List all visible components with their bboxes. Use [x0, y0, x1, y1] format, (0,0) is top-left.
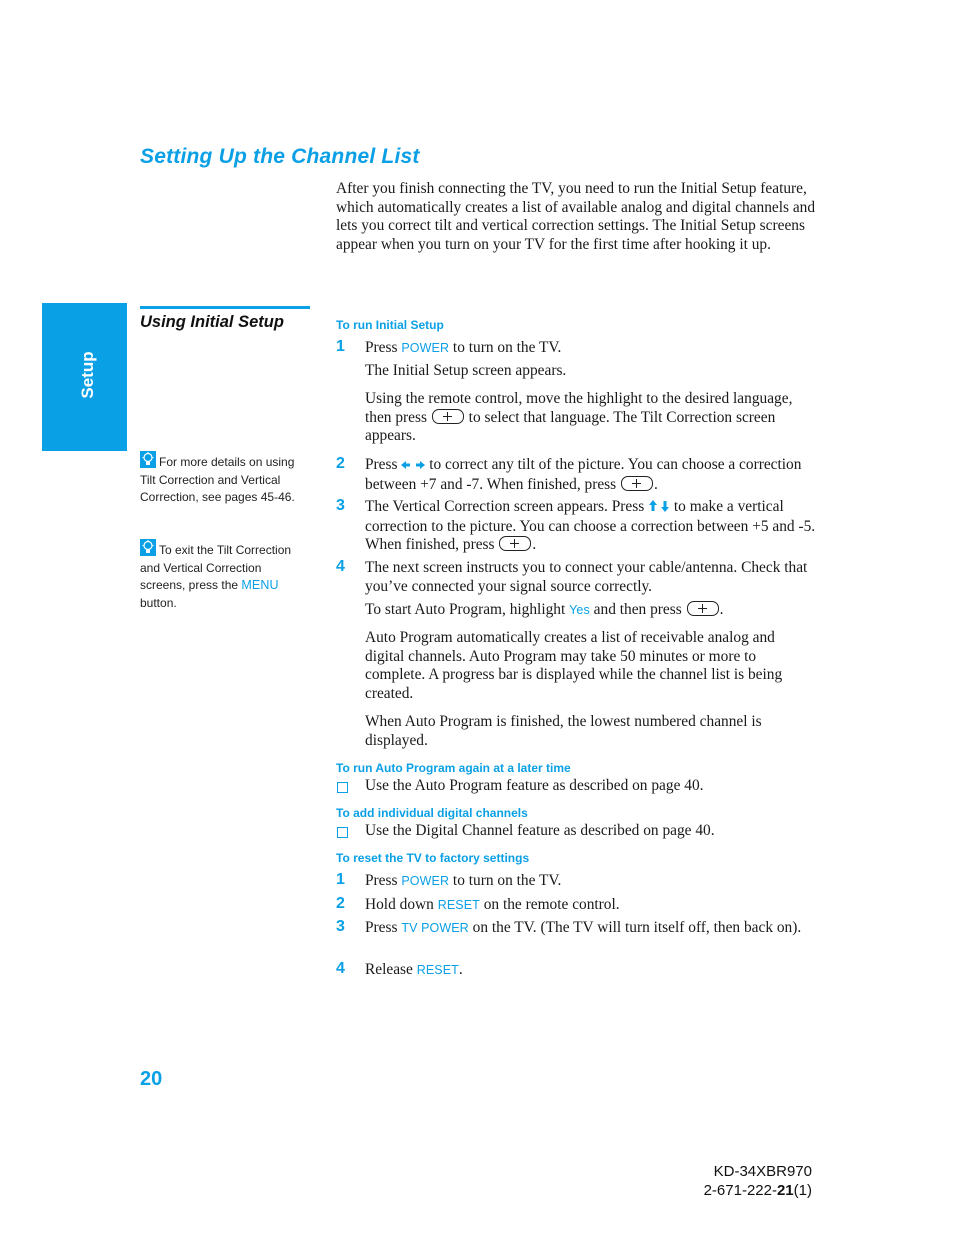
step-4-progress-note: Auto Program automatically creates a list of receivable analog and digital channels. Auto Program may take 50 minutes or more to complete. A progress bar is displayed while the channel list is being created. — [365, 629, 783, 703]
yes-option-name: Yes — [569, 603, 590, 617]
reset-button-name: RESET — [437, 898, 480, 912]
step-4-text: The next screen instructs you to connect your cable/antenna. Check that you’ve connected your signal source correctly. — [365, 559, 808, 595]
section-tab-label: Setup — [78, 351, 97, 399]
step-number: 3 — [336, 497, 345, 514]
subheading-auto-program-again: To run Auto Program again at a later time — [336, 761, 571, 775]
footer-model-info — [640, 1162, 812, 1200]
tv-power-button-name: TV POWER — [401, 921, 469, 935]
step-number: 2 — [336, 455, 345, 472]
model-number: KD-34XBR970 — [713, 1163, 812, 1180]
step-1-result: The Initial Setup screen appears. — [365, 362, 567, 379]
auto-program-again-text: Use the Auto Program feature as described on page 40. — [365, 777, 704, 794]
up-down-arrows-icon — [648, 499, 670, 518]
add-digital-text: Use the Digital Channel feature as described on page 40. — [365, 822, 715, 839]
step-4-finish-note: When Auto Program is finished, the lowest numbered channel is displayed. — [365, 713, 762, 749]
intro-paragraph: After you finish connecting the TV, you need to run the Initial Setup feature, which automatically creates a list of available analog and digital channels and lets you correct tilt and vertical correction settings. The Initial Setup screens appear when you turn on your TV for the first time after hooking it up. — [336, 180, 816, 254]
checkbox-bullet-icon — [337, 782, 348, 793]
step-1-language: Using the remote control, move the highlight to the desired language, then press to select that language. The Tilt Correction screen appears. — [365, 390, 793, 445]
page-title: Setting Up the Channel List — [140, 145, 420, 168]
step-2-text: Press to correct any tilt of the picture. You can choose a correction between +7 and -7. When finished, press . — [365, 456, 802, 493]
step-4-auto-program: To start Auto Program, highlight Yes and then press . — [365, 601, 724, 618]
part-number: 2-671-222-21(1) — [703, 1182, 812, 1199]
checkbox-bullet-icon — [337, 827, 348, 838]
step-number: 3 — [336, 918, 345, 935]
subheading-run-setup: To run Initial Setup — [336, 318, 444, 332]
lightbulb-icon — [140, 451, 156, 468]
subheading-add-digital: To add individual digital channels — [336, 806, 528, 820]
enter-button-icon — [687, 601, 719, 616]
tip-note-1 — [140, 451, 310, 507]
reset-step-1: Press POWER to turn on the TV. — [365, 872, 562, 889]
step-3-text: The Vertical Correction screen appears. Press to make a vertical correction to the picture. You can choose a correction between +5 and -5. When finished, press . — [365, 498, 816, 554]
step-number: 1 — [336, 871, 345, 888]
section-tab — [42, 303, 127, 451]
step-number: 4 — [336, 558, 345, 575]
enter-button-icon — [432, 409, 464, 424]
reset-step-3: Press TV POWER on the TV. (The TV will turn itself off, then back on). — [365, 919, 802, 936]
lightbulb-icon — [140, 539, 156, 556]
enter-button-icon — [621, 476, 653, 491]
reset-step-2: Hold down RESET on the remote control. — [365, 896, 620, 913]
section-title: Using Initial Setup — [140, 313, 284, 331]
section-rule — [140, 306, 310, 309]
tip-note-2: To exit the Tilt Correction and Vertical Correction screens, press the MENU button. — [140, 539, 310, 612]
reset-step-4: Release RESET. — [365, 961, 463, 978]
step-1-text: Press POWER to turn on the TV. — [365, 339, 562, 356]
page-number: 20 — [140, 1068, 163, 1090]
power-button-name: POWER — [401, 341, 450, 355]
power-button-name: POWER — [401, 874, 450, 888]
menu-button-name: MENU — [241, 578, 279, 592]
subheading-factory-reset: To reset the TV to factory settings — [336, 851, 530, 865]
step-number: 2 — [336, 895, 345, 912]
left-right-arrows-icon — [401, 457, 425, 476]
tip-text-1: For more details on using Tilt Correction and Vertical Correction, see pages 45-46. — [140, 455, 295, 504]
step-number: 1 — [336, 338, 345, 355]
enter-button-icon — [499, 536, 531, 551]
step-number: 4 — [336, 960, 345, 977]
reset-button-name: RESET — [416, 963, 459, 977]
